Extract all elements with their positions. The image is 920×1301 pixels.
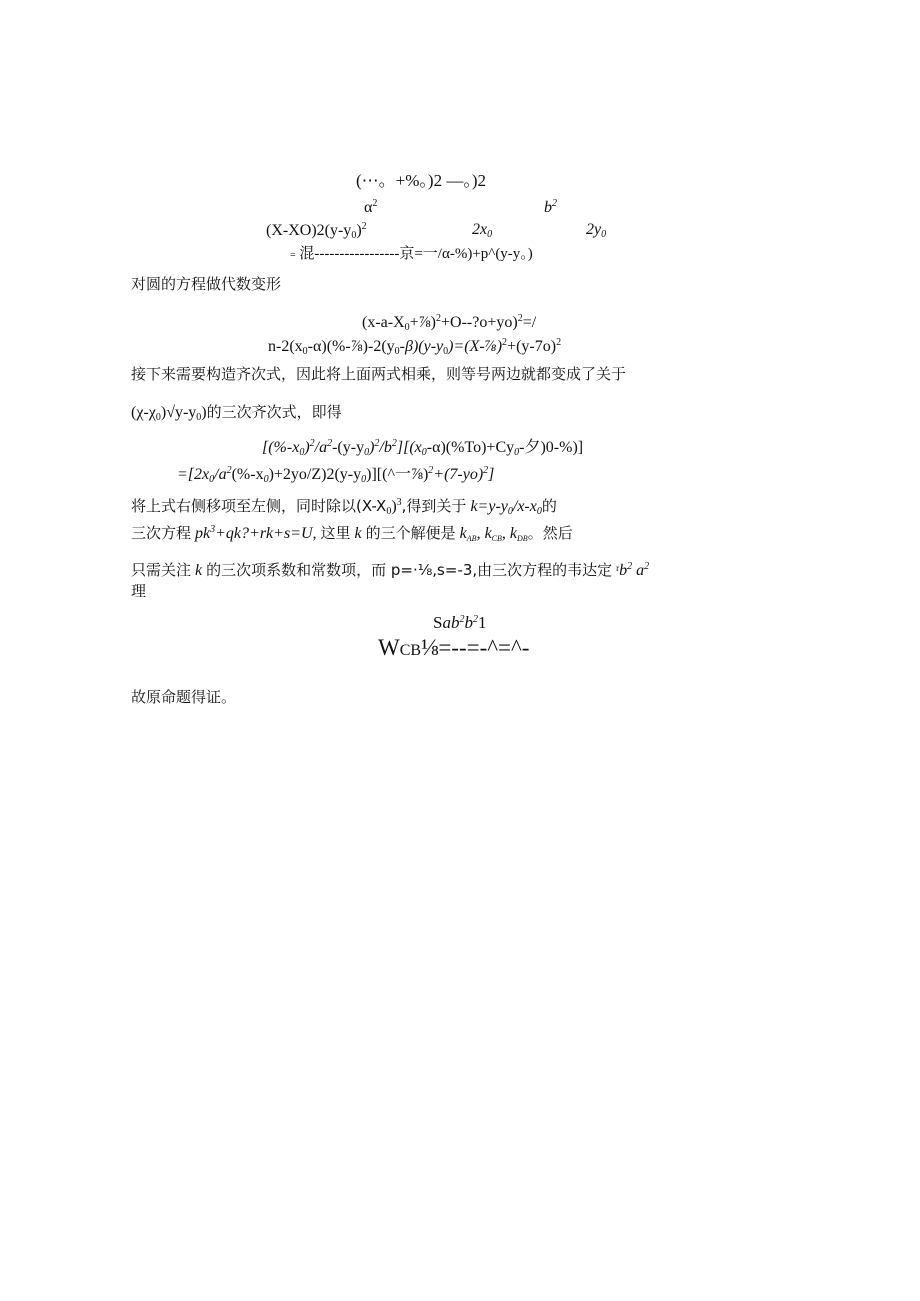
eq4-top-a: S — [433, 613, 443, 632]
eq4-top — [433, 614, 486, 631]
eq2-l2-c: - — [399, 338, 405, 355]
eq4-top-b: ab — [442, 613, 460, 632]
eq1-right-sub: 0 — [601, 229, 607, 240]
eq1-line1-text: (⋯。+%。)2 —。)2 — [356, 171, 486, 190]
para5-k: k — [354, 525, 362, 542]
eq3-l1-sub2: 0 — [364, 447, 370, 458]
eq4-top-d: 1 — [477, 613, 487, 632]
eq2-l2-beta: β)(y-y — [405, 338, 444, 355]
para6 — [131, 562, 649, 579]
eq4-top-exp: 2 — [459, 614, 465, 625]
eq2-l1-exp2: 2 — [517, 313, 523, 324]
eq1-line3-left: (X-XO)2(y-y — [266, 222, 352, 239]
eq1-mid-sub: 0 — [487, 229, 493, 240]
eq3-l2-e: )][(^一⅞) — [366, 466, 429, 483]
eq1-line3-right — [586, 222, 606, 240]
para5-a: 三次方程 — [131, 524, 192, 542]
para4-c: ,得到关于 — [401, 497, 467, 515]
para4-a: 将上式右侧移项至左侧，同时除以(X-X — [131, 497, 387, 515]
para3-a: (χ-χ — [131, 404, 156, 421]
para6-a: 只需关注 — [131, 561, 192, 579]
para6-dexp: 2 — [627, 561, 633, 572]
eq1-l4-a: = — [290, 250, 296, 261]
eq3-l1-e: ) — [369, 439, 375, 456]
para5-k1s: AB — [466, 534, 477, 543]
eq3-l1-b: ) — [304, 439, 310, 456]
eq2-l2-b: -α)(%-⅞)-2(y — [307, 338, 395, 355]
para5-eq2: +qk?+rk+s=U, — [215, 525, 317, 542]
eq2-l2-exp2: 2 — [556, 337, 562, 348]
eq3-l2-b: /a — [214, 466, 227, 483]
eq2-l1-sub: 0 — [404, 322, 410, 333]
eq1-b-exp: 2 — [552, 198, 557, 209]
eq3-l2-f: +(7-yo) — [433, 466, 484, 483]
eq2-l1-exp: 2 — [436, 313, 441, 324]
eq4-main — [378, 636, 529, 659]
para5-eq: pk — [195, 525, 211, 542]
eq3-l1-h: -α)(%To)+Cy — [426, 439, 515, 456]
eq4-main-c: ⅛=--=-^=^- — [421, 635, 530, 660]
para5-exp: 3 — [210, 524, 216, 535]
para3-sub: 0 — [155, 412, 161, 423]
para3 — [131, 405, 342, 423]
para2-text: 接下来需要构造齐次式，因此将上面两式相乘，则等号两边就都变成了关于 — [131, 365, 627, 383]
eq3-l1-exp3: 2 — [374, 438, 380, 449]
eq1-line3-mid — [472, 222, 492, 240]
eq2-l2-sub1: 0 — [302, 346, 308, 357]
eq3-l1-exp: 2 — [309, 438, 315, 449]
para3-b: )√y-y — [160, 404, 197, 421]
eq1-mid-text: 2x — [472, 221, 488, 238]
eq2-l2-sub3: 0 — [443, 346, 449, 357]
para4-b: ) — [391, 498, 397, 515]
eq1-right-text: 2y — [586, 221, 602, 238]
eq4-main-b: CB — [399, 642, 422, 659]
eq3-l1-g: ][(x — [396, 439, 422, 456]
para6-eexp: 2 — [644, 561, 650, 572]
para5-k2: k — [484, 525, 492, 542]
eq4-main-a: W — [378, 635, 400, 660]
eq3-l2-exp2: 2 — [428, 465, 434, 476]
para3-sub2: 0 — [196, 412, 202, 423]
para6b-text: 理 — [131, 582, 147, 600]
eq3-l2-exp: 2 — [226, 465, 232, 476]
para5 — [131, 525, 573, 543]
para5-b: 这里 — [320, 524, 351, 542]
eq3-l1-f: /b — [379, 439, 392, 456]
eq1-l4-dashes: ----------------- — [314, 246, 400, 262]
para5-sep1: , — [476, 525, 481, 542]
eq1-b-squared — [544, 199, 557, 216]
para4-k: k=y-y — [470, 498, 508, 515]
para1-text: 对圆的方程做代数变形 — [131, 275, 282, 293]
eq4-top-c: b — [464, 613, 473, 632]
eq2-l1-a: (x-a-X — [362, 314, 405, 331]
eq3-l1-sub: 0 — [299, 447, 305, 458]
eq3-l2-sub3: 0 — [361, 474, 367, 485]
eq3-l2-exp3: 2 — [483, 465, 489, 476]
eq2-line2 — [268, 338, 561, 357]
eq1-line3-sub: 0 — [351, 230, 357, 241]
eq3-l2-a: =[2x — [177, 466, 210, 483]
eq2-l1-b: +⅞) — [409, 314, 436, 331]
para5-c: 的三个解便是 — [365, 524, 456, 542]
para4 — [131, 498, 557, 517]
para6-e: a — [636, 562, 645, 579]
eq3-l1-sub3: 0 — [421, 447, 427, 458]
eq1-line4 — [290, 246, 533, 262]
eq1-l4-e: =一/α-%)+p^(y-y。) — [414, 246, 533, 262]
eq2-line1 — [362, 314, 536, 333]
para5-k3s: DB — [517, 534, 528, 543]
eq2-l2-exp: 2 — [502, 337, 508, 348]
para4-d: 的 — [541, 497, 557, 515]
eq1-line3 — [266, 222, 367, 241]
para7-text: 故原命题得证。 — [131, 688, 237, 706]
para6-d: b — [619, 562, 628, 579]
eq1-a: α — [364, 199, 373, 216]
eq3-line1 — [262, 439, 583, 458]
para5-k2s: CB — [491, 534, 502, 543]
para7 — [131, 690, 236, 705]
eq1-b: b — [544, 199, 552, 216]
para6-b: 的三次项系数和常数项，而 p=·⅛,s=-3,由三次方程的韦达定 — [206, 561, 613, 579]
para2 — [131, 367, 626, 382]
para4-ksub: 0 — [507, 506, 513, 517]
eq1-line3-exp: 2 — [361, 221, 367, 232]
eq1-l4-d: 京 — [399, 244, 415, 262]
para6-c: r — [616, 563, 620, 573]
para4-sub: 0 — [386, 506, 392, 517]
eq3-l2-sub: 0 — [209, 474, 215, 485]
para5-d: 。然后 — [527, 524, 573, 542]
para3-c: ) — [201, 404, 207, 421]
eq1-line1 — [356, 172, 486, 189]
para6-k: k — [195, 562, 203, 579]
eq3-l1-sub4: 0 — [514, 447, 520, 458]
eq3-line2 — [177, 466, 494, 485]
eq2-l2-a: n-2(x — [268, 338, 303, 355]
eq2-l2-d: )=(X-⅞) — [448, 338, 503, 355]
eq3-l2-sub2: 0 — [263, 474, 269, 485]
eq2-l2-sub2: 0 — [394, 346, 400, 357]
eq3-l1-d: -(y-y — [332, 439, 365, 456]
eq3-l1-a: [(%-x — [262, 439, 300, 456]
eq2-l1-c: +O--?o+yo) — [441, 314, 518, 331]
eq1-a-exp: 2 — [372, 198, 378, 209]
eq3-l1-c: /a — [314, 439, 328, 456]
para4-ksub2: 0 — [536, 506, 542, 517]
eq4-top-exp2: 2 — [472, 614, 478, 625]
eq3-l1-i: -夕)0-%)] — [519, 439, 584, 456]
eq3-l1-exp4: 2 — [391, 438, 397, 449]
para4-k2: /x-x — [512, 498, 537, 515]
para4-exp: 3 — [396, 497, 402, 508]
para5-k3: k — [509, 525, 518, 542]
para5-k1: k — [459, 525, 467, 542]
para3-d: 的三次齐次式，即得 — [206, 403, 342, 421]
eq3-l2-c: (%-x — [231, 466, 264, 483]
para1 — [131, 277, 281, 292]
eq3-l2-d: )+2yo/Z)2(y-y — [268, 466, 362, 483]
eq2-l2-e: +(y-7o) — [507, 338, 557, 355]
para6b — [131, 584, 146, 599]
para5-sep2: , — [501, 525, 506, 542]
eq1-a-squared — [364, 199, 377, 216]
eq3-l2-g: ] — [488, 466, 495, 483]
eq1-l4-b: 混 — [299, 244, 315, 262]
eq1-line3-close: ) — [356, 222, 362, 239]
eq3-l1-exp2: 2 — [327, 438, 333, 449]
eq2-l1-d: =/ — [522, 314, 537, 331]
